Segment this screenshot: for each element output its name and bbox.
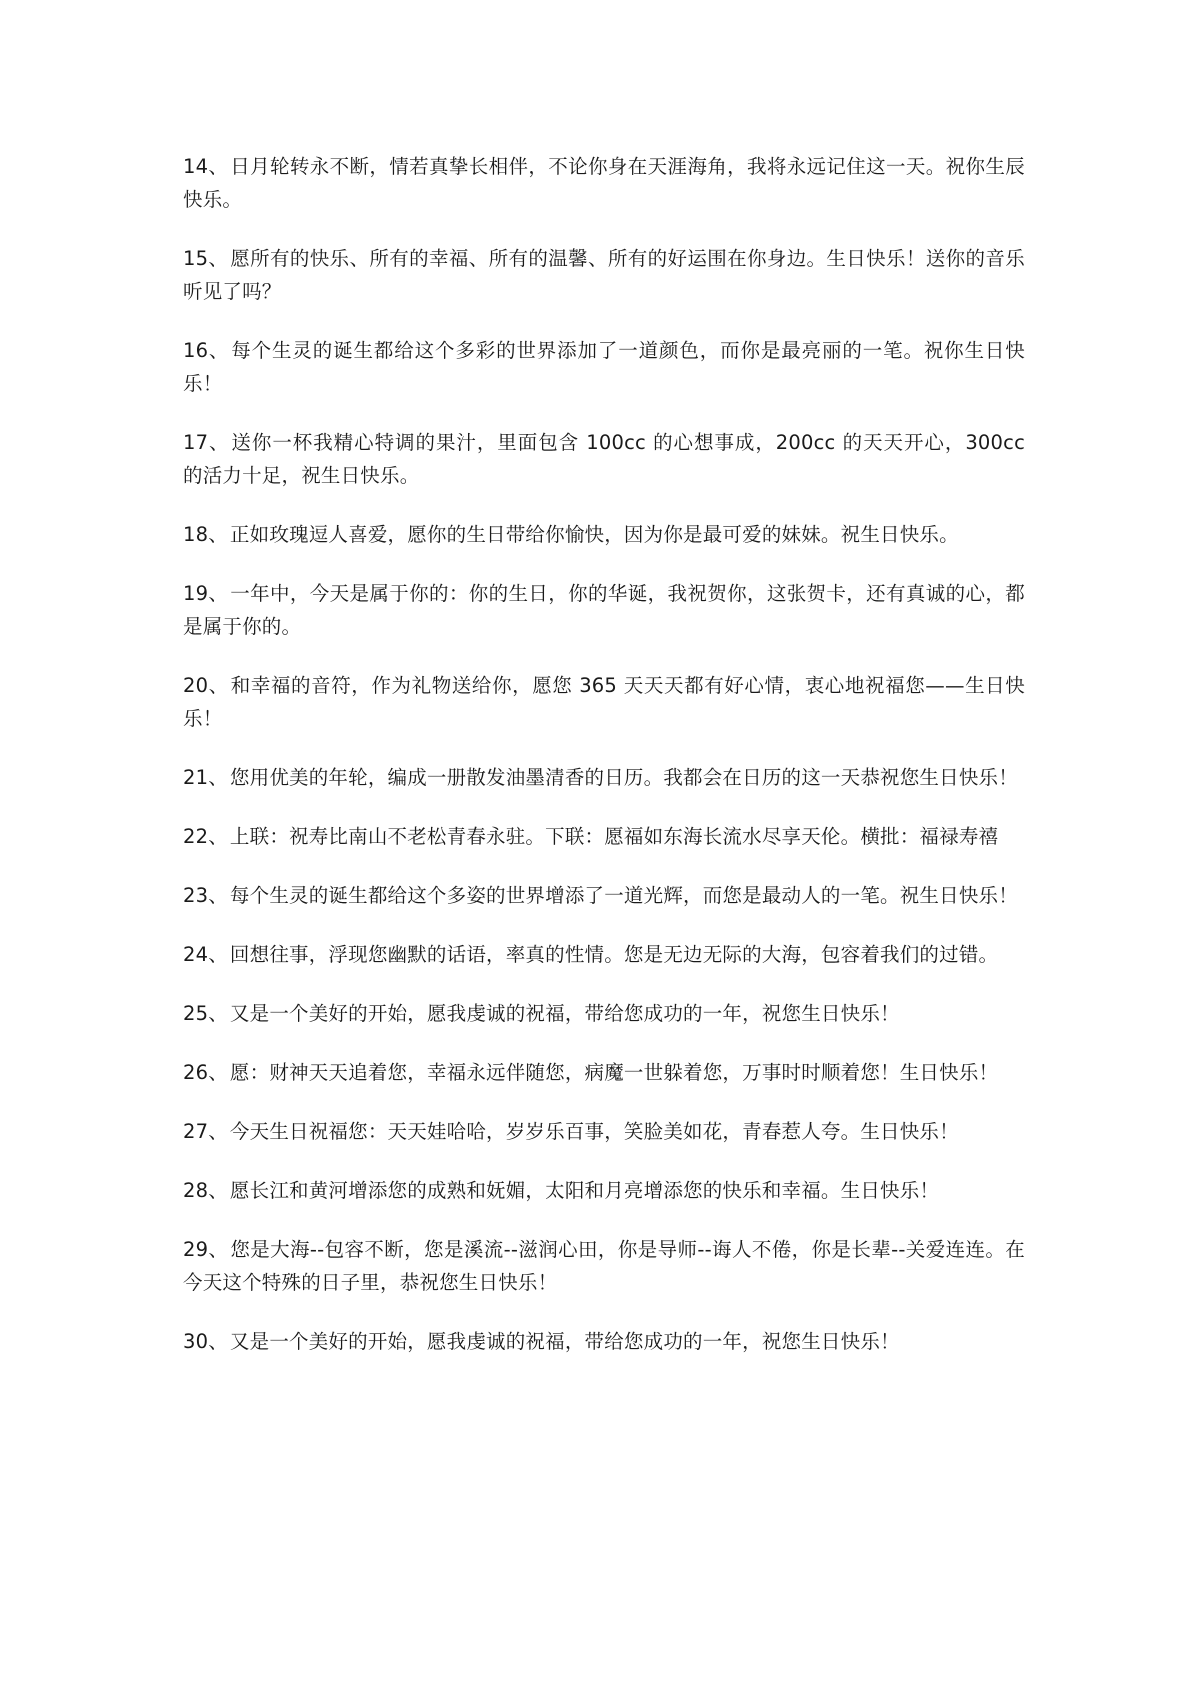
list-item — [183, 761, 1025, 794]
item-number: 16、 — [183, 339, 230, 362]
list-item — [183, 1115, 1025, 1148]
item-text: 每个生灵的诞生都给这个多彩的世界添加了一道颜色，而你是最亮丽的一笔。祝你生日快乐！ — [183, 339, 1025, 395]
list-item — [183, 334, 1025, 400]
item-number: 28、 — [183, 1179, 228, 1202]
item-number: 26、 — [183, 1061, 228, 1084]
item-text: 您是大海--包容不断，您是溪流--滋润心田，你是导师--诲人不倦，你是长辈--关爱连连。在今天这个特殊的日子里，恭祝您生日快乐！ — [183, 1238, 1025, 1294]
item-text: 和幸福的音符，作为礼物送给你，愿您 365 天天天都有好心情，衷心地祝福您——生日快乐！ — [183, 674, 1025, 730]
item-number: 14、 — [183, 155, 229, 178]
list-item — [183, 820, 1025, 853]
item-number: 27、 — [183, 1120, 228, 1143]
item-text: 回想往事，浮现您幽默的话语，率真的性情。您是无边无际的大海，包容着我们的过错。 — [229, 943, 999, 966]
list-item — [183, 1056, 1025, 1089]
list-item — [183, 242, 1025, 308]
item-text: 又是一个美好的开始，愿我虔诚的祝福，带给您成功的一年，祝您生日快乐！ — [229, 1002, 900, 1025]
item-text: 正如玫瑰逗人喜爱，愿你的生日带给你愉快，因为你是最可爱的妹妹。祝生日快乐。 — [229, 523, 959, 546]
item-number: 17、 — [183, 431, 230, 454]
list-item — [183, 577, 1025, 643]
list-item — [183, 426, 1025, 492]
item-text: 一年中，今天是属于你的：你的生日，你的华诞，我祝贺你，这张贺卡，还有真诚的心，都是属于你的。 — [183, 582, 1025, 638]
item-number: 30、 — [183, 1330, 228, 1353]
item-text: 每个生灵的诞生都给这个多姿的世界增添了一道光辉，而您是最动人的一笔。祝生日快乐！ — [229, 884, 1018, 907]
item-number: 23、 — [183, 884, 228, 907]
list-item — [183, 518, 1025, 551]
item-text: 愿长江和黄河增添您的成熟和妩媚，太阳和月亮增添您的快乐和幸福。生日快乐！ — [229, 1179, 940, 1202]
item-number: 19、 — [183, 582, 229, 605]
list-item — [183, 1325, 1025, 1358]
item-number: 21、 — [183, 766, 228, 789]
list-item — [183, 1233, 1025, 1299]
document-body — [183, 150, 1025, 1384]
item-text: 上联：祝寿比南山不老松青春永驻。下联：愿福如东海长流水尽享天伦。横批：福禄寿禧 — [229, 825, 999, 848]
item-text: 日月轮转永不断，情若真挚长相伴，不论你身在天涯海角，我将永远记住这一天。祝你生辰快乐。 — [183, 155, 1025, 211]
item-number: 24、 — [183, 943, 228, 966]
item-text: 您用优美的年轮，编成一册散发油墨清香的日历。我都会在日历的这一天恭祝您生日快乐！ — [229, 766, 1018, 789]
list-item — [183, 669, 1025, 735]
item-text: 今天生日祝福您：天天娃哈哈，岁岁乐百事，笑脸美如花，青春惹人夸。生日快乐！ — [229, 1120, 959, 1143]
item-number: 29、 — [183, 1238, 229, 1261]
list-item — [183, 1174, 1025, 1207]
item-text: 愿所有的快乐、所有的幸福、所有的温馨、所有的好运围在你身边。生日快乐！送你的音乐听见了吗？ — [183, 247, 1025, 303]
list-item — [183, 997, 1025, 1030]
item-number: 18、 — [183, 523, 228, 546]
item-number: 25、 — [183, 1002, 228, 1025]
list-item — [183, 938, 1025, 971]
list-item — [183, 150, 1025, 216]
item-number: 22、 — [183, 825, 228, 848]
item-number: 15、 — [183, 247, 229, 270]
item-text: 又是一个美好的开始，愿我虔诚的祝福，带给您成功的一年，祝您生日快乐！ — [229, 1330, 900, 1353]
item-number: 20、 — [183, 674, 229, 697]
list-item — [183, 879, 1025, 912]
item-text: 愿：财神天天追着您，幸福永远伴随您，病魔一世躲着您，万事时时顺着您！生日快乐！ — [229, 1061, 999, 1084]
item-text: 送你一杯我精心特调的果汁，里面包含 100cc 的心想事成，200cc 的天天开心，300cc 的活力十足，祝生日快乐。 — [183, 431, 1025, 487]
